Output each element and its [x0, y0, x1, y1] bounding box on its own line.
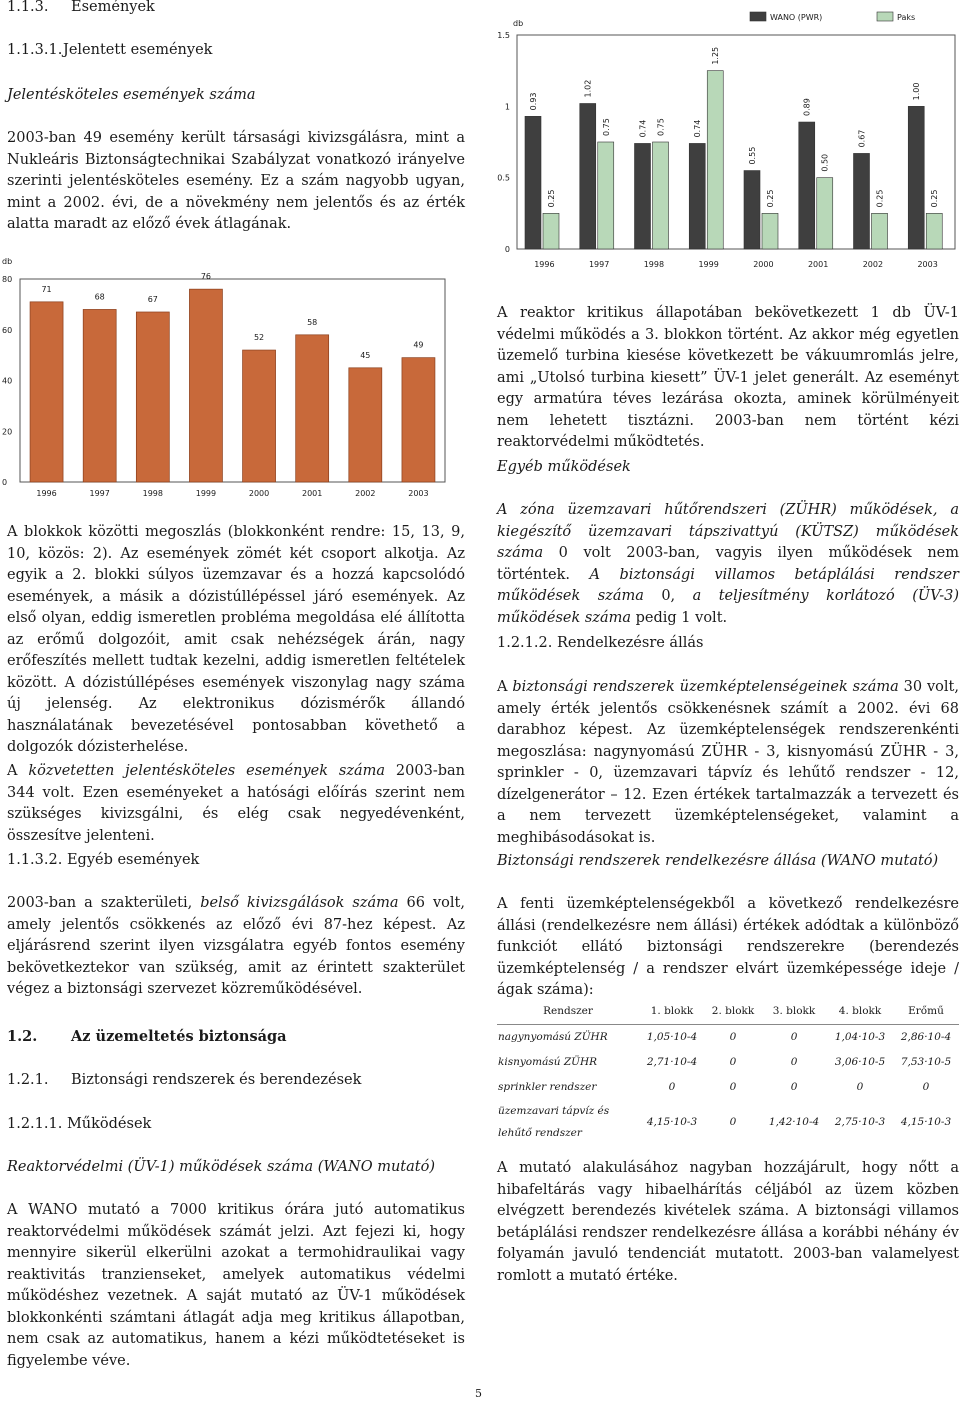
data-label: 76 [200, 272, 212, 282]
paragraph: A zóna üzemzavari hűtőrendszeri (ZÜHR) működések, a kiegészítő üzemzavari tápszivattyú (KÜTSZ) működések száma 0 volt 2003-ban, vagyis ilyen működések nem történtek. A biztonsági villamos betáplálási rendszer működések száma 0, a teljesítmény korlátozó (ÜV-3) működések száma pedig 1 volt. [497, 502, 959, 626]
heading-number: 1.1.3.1. [7, 42, 63, 58]
bar [543, 213, 559, 249]
bar [598, 142, 614, 249]
table-cell: 0 [668, 1081, 676, 1094]
table-row [497, 1050, 959, 1076]
bar [653, 142, 669, 249]
data-label: 1.00 [912, 82, 922, 101]
table-cell: üzemzavari tápvíz és lehűtő rendszer [498, 1105, 610, 1139]
x-tick-label: 2002 [862, 260, 884, 269]
paragraph: A reaktor kritikus állapotában bekövetkezett 1 db ÜV-1 védelmi működés a 3. blokkon történt. Az akkor még egyetlen üzemelő turbina kiesése következett be vákuumromlás jelre, ami „Utolsó turbina kiesett” ÜV-1 jelet generált. Az eseményt egy armatúra téves lezárása okozta, aminek körülményeit nem lehetett tisztázni. 2003-ban nem történt kézi reaktorvédelmi működtetés. [497, 305, 959, 450]
table-cell: 2,71·10-4 [646, 1056, 698, 1069]
bar [296, 335, 329, 482]
y-tick-label: 0 [2, 478, 8, 487]
paragraph: 2003-ban 49 esemény került társasági kivizsgálásra, mint a Nukleáris Biztonságtechnikai Szabályzat vonatkozó irányelve szerinti jelentésköteles esemény. Ez a szám nagyobb ugyan, mint a 2002. évi, de a növekmény nem jelentős és az érték alatta maradt az előző évek átlagának. [7, 130, 465, 232]
data-label: 0.74 [638, 119, 648, 138]
table-header: Rendszer [543, 1005, 593, 1017]
table-cell: 0 [729, 1115, 737, 1128]
bar [580, 103, 596, 249]
table-row [497, 1024, 959, 1050]
y-tick-label: 1 [504, 102, 510, 112]
y-tick-label: 0 [504, 245, 510, 254]
bar [243, 350, 276, 482]
bar [762, 213, 778, 249]
table-cell: 1,04·10-3 [834, 1030, 886, 1043]
table-header: 1. blokk [650, 1005, 694, 1017]
x-tick-label: 2001 [807, 260, 829, 269]
data-label: 0.75 [601, 118, 611, 136]
table-cell: 0 [729, 1081, 737, 1094]
x-tick-label: 2003 [917, 260, 938, 269]
table-cell: 0 [729, 1056, 737, 1069]
table-cell: 0 [790, 1056, 798, 1069]
x-tick-label: 2001 [302, 489, 323, 498]
table-header: Erőmű [908, 1005, 944, 1017]
x-tick-label: 2003 [408, 489, 429, 498]
heading-number: 1.1.3. [7, 0, 49, 15]
bar [189, 289, 222, 482]
heading-1-2: 1.2. Az üzemeltetés biztonsága [7, 1028, 287, 1045]
legend-label: WANO (PWR) [770, 13, 823, 22]
table-cell: 0 [729, 1030, 737, 1043]
bar [872, 213, 888, 249]
bar [707, 71, 723, 249]
table-cell: nagynyomású ZÜHR [498, 1030, 608, 1043]
paragraph: A biztonsági rendszerek üzemképtelenségeinek száma 30 volt, amely érték jelentős csökkenésnek számít a 2002. évi 68 darabhoz képest. Az üzemképtelenségek rendszerenkénti megoszlása: nagynyomású ZÜHR - 3, kisnyomású ZÜHR - 3, sprinkler - 0, üzemzavari tápvíz és lehűtő rendszer - 12, dízelgenerátor – 12. Ezen értékek tartalmazzák a tervezett és a nem tervezett üzemképtelenségeket, valamint a meghibásodásokat is. [497, 679, 959, 846]
heading-1-1-3-2: 1.1.3.2. Egyéb események [7, 852, 200, 868]
bar [817, 178, 833, 249]
events-bar-chart [0, 252, 465, 504]
paragraph: 2003-ban a szakterületi, belső kivizsgálások száma 66 volt, amely jelentős csökkenés az előző évi 87-hez képest. Az eljárásrend szerint ilyen vizsgálatra egyéb fontos esemény bekövetkeztekor van szükség, amit az érintett szakterület végez a biztonsági szervezet közreműködésével. [7, 895, 465, 997]
data-label: 67 [147, 294, 158, 304]
data-label: 0.89 [802, 98, 812, 117]
bar [744, 171, 760, 249]
heading-1-1-3 [7, 0, 465, 19]
bar [83, 309, 116, 482]
table-cell: 4,15·10-3 [646, 1115, 698, 1128]
bar [854, 153, 870, 249]
table-cell: 4,15·10-3 [900, 1115, 952, 1128]
heading-1-2-1-1: 1.2.1.1. Működések [7, 1116, 152, 1132]
data-label: 0.25 [547, 189, 556, 208]
y-tick-label: 20 [2, 427, 13, 437]
x-tick-label: 1997 [89, 489, 110, 498]
y-axis-label: db [513, 19, 524, 28]
data-label: 1.02 [583, 79, 593, 98]
paragraph: A közvetetten jelentésköteles események száma 2003-ban 344 volt. Ezen eseményeket a hatósági előírás szerint nem szükséges kivizsgálni, és elég csak negyedévenként, összesítve jelenteni. [7, 763, 465, 844]
heading-1-1-3-1 [7, 40, 465, 62]
data-label: 0.93 [529, 92, 538, 111]
paragraph: A blokkok közötti megoszlás (blokkonként rendre: 15, 13, 9, 10, közös: 2). Az események zömét két csoport alkotja. Az egyik a 2. blokki súlyos üzemzavar és a hozzá kapcsolódó események, a másik a dózistúllépéssel járó események. Az első olyan, eddig ismeretlen probléma megoldása elé állította az erőmű dolgozóit, amit csak nehézségek árán, nagy erőfeszítés mellett tudtak kezelni, addig ismeretlen feltételek között. A dózistúllépéses események viszonylag nagy száma új jelenség. Az elektronikus dózismérők állandó használatának bevezetésével pontosabban követhető a dolgozók dózisterhelése. [7, 524, 465, 755]
y-tick-label: 80 [2, 275, 13, 284]
x-tick-label: 2000 [248, 489, 270, 498]
bar [689, 143, 705, 249]
data-label: 71 [41, 284, 52, 294]
bar [926, 213, 942, 249]
data-label: 1.25 [711, 46, 721, 65]
legend-swatch [877, 12, 893, 21]
wano-bar-chart [480, 0, 960, 280]
table-cell: 7,53·10-5 [900, 1056, 952, 1069]
heading-1-2-1-2: 1.2.1.2. Rendelkezésre állás [497, 635, 704, 651]
heading-title: Események [71, 0, 155, 15]
table-row [497, 1076, 959, 1100]
data-label: 49 [413, 340, 424, 350]
x-tick-label: 1996 [534, 260, 555, 269]
data-label: 0.67 [857, 129, 867, 148]
data-label: 0.74 [693, 119, 703, 138]
table-cell: 2,86·10-4 [900, 1030, 952, 1043]
x-tick-label: 2000 [753, 260, 774, 269]
table-header-row [497, 1000, 959, 1024]
table-cell: 0 [790, 1030, 798, 1043]
data-label: 0.25 [930, 189, 940, 208]
table-cell: kisnyomású ZÜHR [498, 1056, 598, 1069]
data-label: 58 [307, 317, 318, 327]
paragraph: A WANO mutató a 7000 kritikus órára jutó automatikus reaktorvédelmi működések számát jelzi. Azt fejezi ki, hogy mennyire sikerül elkerülni azokat a termohidraulikai vagy reaktivitás tranzienseket, amelyek automatikus védelmi működéshez vezetnek. A saját mutató az ÜV-1 működések blokkonkénti számtani átlagát adja meg kritikus állapotban, nem csak az automatikus, hanem a kézi működtetéseket is figyelembe véve. [7, 1202, 465, 1369]
data-label: 0.75 [656, 118, 666, 136]
page-number: 5 [475, 1387, 482, 1400]
heading-1-2-1: 1.2.1. Biztonsági rendszerek és berendezések [7, 1072, 362, 1088]
bar [799, 122, 815, 249]
data-label: 68 [94, 292, 105, 302]
y-tick-label: 1.5 [497, 31, 510, 40]
subheading-other-operations: Egyéb működések [497, 459, 631, 475]
subheading-reportable-events: Jelentésköteles események száma [7, 87, 256, 103]
table-cell: 0 [790, 1081, 798, 1094]
data-label: 52 [253, 333, 265, 343]
subheading-reactor-protection: Reaktorvédelmi (ÜV-1) működések száma (WANO mutató) [7, 1159, 435, 1175]
table-cell: 2,75·10-3 [834, 1115, 886, 1128]
table-row [497, 1100, 959, 1145]
y-tick-label: 40 [2, 376, 13, 386]
bar [402, 358, 435, 482]
legend-label: Paks [897, 13, 916, 22]
data-label: 0.25 [875, 189, 885, 208]
table-header: 2. blokk [711, 1005, 755, 1017]
table-header: 4. blokk [838, 1005, 882, 1017]
x-tick-label: 1999 [195, 489, 217, 498]
x-tick-label: 1998 [643, 260, 665, 269]
availability-table [497, 1000, 959, 1145]
data-label: 0.25 [766, 189, 775, 208]
table-cell: 3,06·10-5 [834, 1056, 886, 1069]
data-label: 45 [360, 350, 371, 360]
table-cell: 0 [922, 1081, 930, 1094]
table-cell: 1,42·10-4 [768, 1115, 820, 1128]
x-tick-label: 1999 [698, 260, 719, 269]
bar [635, 143, 651, 249]
table-cell: 1,05·10-4 [646, 1030, 698, 1043]
bar [136, 312, 169, 482]
y-tick-label: 60 [2, 325, 13, 335]
paragraph: A fenti üzemképtelenségekből a következő rendelkezésre állási (rendelkezésre nem állási) értékek adódtak a különböző funkciót ellátó biztonsági rendszerekre (berendezés üzemképtelenség / a rendszer elvárt üzemképessége ideje / ágak száma): [497, 896, 959, 998]
heading-title: Jelentett események [63, 42, 213, 58]
subheading-availability: Biztonsági rendszerek rendelkezésre állása (WANO mutató) [497, 853, 939, 869]
data-label: 0.55 [748, 146, 757, 165]
x-tick-label: 1997 [588, 260, 610, 269]
x-tick-label: 1996 [36, 489, 57, 498]
bar [525, 116, 541, 249]
x-tick-label: 1998 [142, 489, 163, 498]
bar [349, 368, 382, 482]
legend-swatch [750, 12, 766, 21]
table-cell: sprinkler rendszer [498, 1081, 597, 1094]
y-axis-label: db [2, 257, 13, 266]
x-tick-label: 2002 [355, 489, 376, 498]
bar [908, 106, 924, 249]
table-cell: 0 [856, 1081, 864, 1094]
y-tick-label: 0.5 [497, 173, 510, 183]
paragraph: A mutató alakulásához nagyban hozzájárult, hogy nőtt a hibafeltárás vagy hibaelhárítás céljából az üzem közben elvégzett berendezés kivételek száma. A biztonsági villamos betáplálási rendszer rendelkezésre állása a korábbi néhány év folyamán javuló tendenciát mutatott. 2003-ban valamelyest romlott a mutató értéke. [497, 1160, 959, 1284]
bar [30, 302, 63, 482]
data-label: 0.50 [820, 153, 830, 172]
table-header: 3. blokk [772, 1005, 816, 1017]
